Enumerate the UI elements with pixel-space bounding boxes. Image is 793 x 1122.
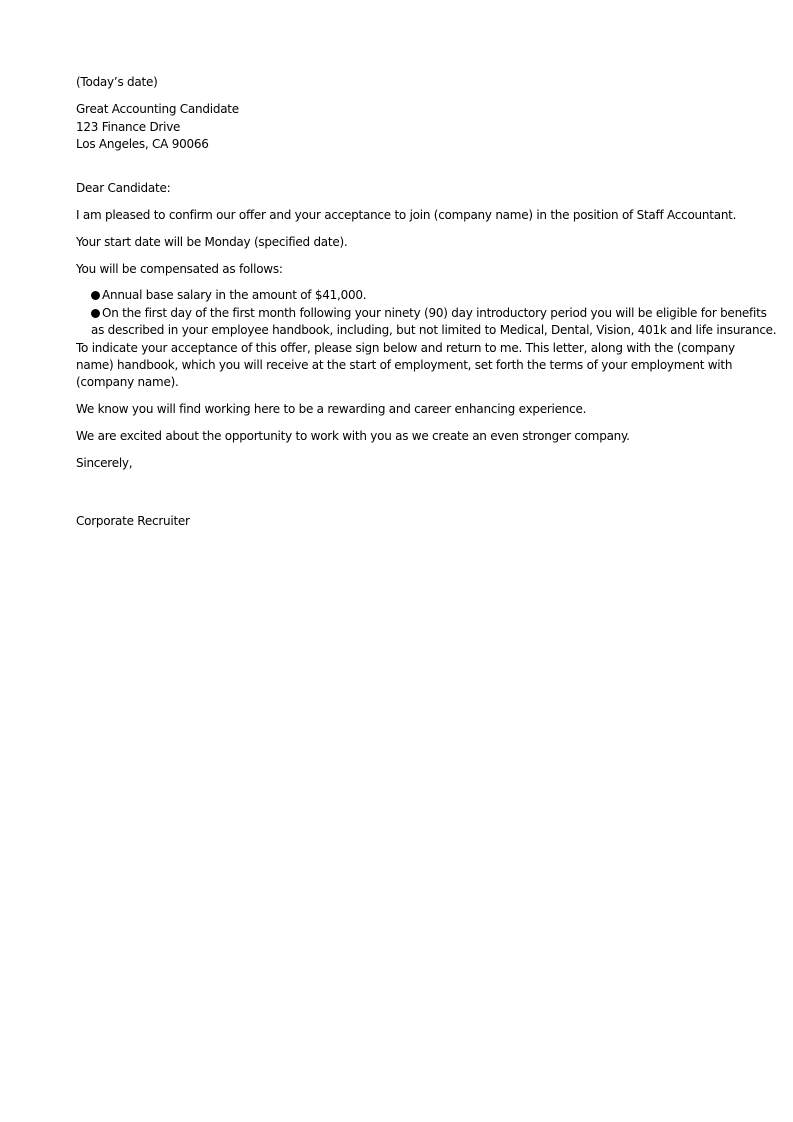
signature-title: Corporate Recruiter	[76, 514, 190, 528]
start-date-paragraph: Your start date will be Monday (specified date).	[76, 235, 348, 249]
recipient-street: 123 Finance Drive	[76, 120, 181, 134]
compensation-intro: You will be compensated as follows:	[76, 262, 283, 276]
recipient-name: Great Accounting Candidate	[76, 102, 239, 116]
acceptance-line: To indicate your acceptance of this offer, please sign below and return to me. This letter, along with the (company	[76, 341, 735, 355]
recipient-city-state-zip: Los Angeles, CA 90066	[76, 137, 209, 151]
compensation-item-benefits	[91, 305, 767, 322]
acceptance-line: (company name).	[76, 375, 179, 389]
bullet-icon	[91, 291, 100, 300]
bullet-icon	[91, 309, 100, 318]
compensation-item-text: On the first day of the first month following your ninety (90) day introductory period you will be eligible for benefits	[102, 306, 767, 320]
compensation-item-text: Annual base salary in the amount of $41,000.	[102, 288, 367, 302]
closing-paragraph: We know you will find working here to be a rewarding and career enhancing experience.	[76, 402, 587, 416]
compensation-item-continuation: as described in your employee handbook, including, but not limited to Medical, Dental, Vision, 401k and life insurance.	[91, 323, 777, 337]
offer-paragraph: I am pleased to confirm our offer and your acceptance to join (company name) in the position of Staff Accountant.	[76, 208, 737, 222]
acceptance-line: name) handbook, which you will receive at the start of employment, set forth the terms of your employment with	[76, 358, 733, 372]
compensation-item-salary	[91, 287, 366, 304]
sign-off: Sincerely,	[76, 456, 133, 470]
date-placeholder: (Today’s date)	[76, 75, 158, 89]
closing-paragraph: We are excited about the opportunity to work with you as we create an even stronger company.	[76, 429, 630, 443]
salutation: Dear Candidate:	[76, 181, 171, 195]
